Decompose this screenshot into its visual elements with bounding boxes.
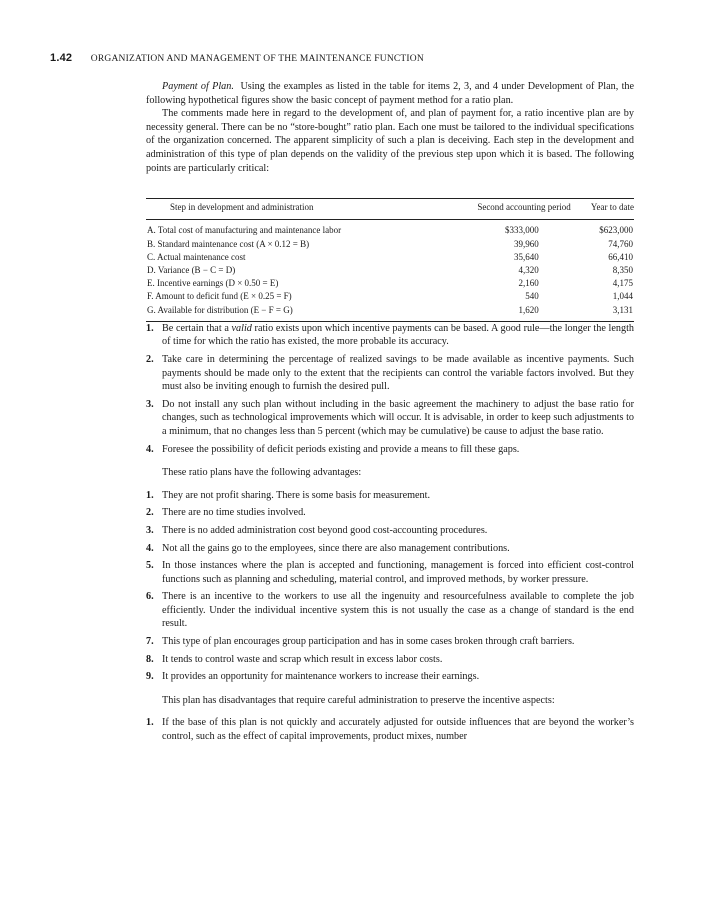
list-text: ratio exists upon which incentive payments can be based. A good rule—the longer the length of time for which the ratio has existed, the more probable its accuracy. <box>162 322 634 348</box>
list-text: Be certain that a <box>162 322 232 334</box>
table-row <box>146 251 634 264</box>
table-cell: 1,620 <box>434 304 571 322</box>
table-cell: 2,160 <box>518 278 539 289</box>
payment-table <box>146 198 634 322</box>
running-header <box>50 52 678 64</box>
list-text: It tends to control waste and scrap which result in excess labor costs. <box>162 653 443 665</box>
list-text: There is an incentive to the workers to use all the ingenuity and resourcefulness available to complete the job efficiently. Under the individual incentive system this is not usually the case as a change of standard is the end result. <box>162 591 634 630</box>
table-cell: 1,044 <box>612 291 633 302</box>
table-cell: 8,350 <box>612 264 633 275</box>
list-text: valid <box>231 322 252 334</box>
list-item <box>146 635 634 649</box>
running-title: ORGANIZATION AND MANAGEMENT OF THE MAINTENANCE FUNCTION <box>90 54 424 64</box>
table-row <box>146 264 634 277</box>
table-cell: D. Variance (B − C = D) <box>147 264 236 275</box>
comments-paragraph: The comments made here in regard to the development of, and plan of payment for, a ratio incentive plan are by necessity general. There can be no “store-bought” ratio plan. Each one must be tailored to the individual specifications of the organization concerned. The apparent simplicity of such a plan is deceiving. Each step in the development and administration of this type of plan depends on the validity of the previous step upon which it is based. The following points are particularly critical: <box>146 108 634 174</box>
list-item <box>146 524 634 538</box>
table-header: Year to date <box>571 199 634 220</box>
table-header-row <box>146 199 634 220</box>
list-number: 1. <box>146 717 154 729</box>
table-cell: 74,760 <box>608 238 633 249</box>
list-item <box>146 353 634 394</box>
page-number: 1.42 <box>50 52 73 64</box>
advantages-list <box>146 489 634 684</box>
list-text: Take care in determining the percentage of realized savings to be made available as incentive payments. Such payments should be made only to the extent that the recipients can control the variable factors involved. But they must also be inviting enough to furnish the desired pull. <box>162 353 634 393</box>
table-cell: 66,410 <box>608 251 633 262</box>
list-text: Do not install any such plan without including in the basic agreement the machinery to adjust the base ratio for changes, such as technological improvements which will occur. It is advisable, in order to keep such adjustments to a minimum, that no changes less than 5 percent (which may be cumulative) be cause to adjust the base ratio. <box>162 398 634 437</box>
list-text: It provides an opportunity for maintenance workers to increase their earnings. <box>162 671 480 683</box>
table-cell: 540 <box>525 291 539 302</box>
list-text: Foresee the possibility of deficit periods existing and provide a means to fill these gaps. <box>162 443 520 455</box>
list-number: 1. <box>146 322 154 334</box>
table-cell: $333,000 <box>505 225 539 236</box>
list-number: 3. <box>146 524 154 536</box>
table-row <box>146 304 634 322</box>
table-cell: 4,320 <box>518 264 539 275</box>
list-number: 8. <box>146 653 154 665</box>
table-cell: G. Available for distribution (E − F = G) <box>146 304 434 322</box>
table-cell: B. Standard maintenance cost (A × 0.12 = B) <box>147 238 310 249</box>
list-text: Not all the gains go to the employees, since there are also management contributions. <box>162 542 510 554</box>
list-number: 3. <box>146 398 154 410</box>
list-text: This type of plan encourages group participation and has in some cases broken through craft barriers. <box>162 636 575 648</box>
list-item <box>146 559 634 586</box>
list-text: They are not profit sharing. There is some basis for measurement. <box>162 489 431 501</box>
list-text: There are no time studies involved. <box>162 507 306 519</box>
table-cell: $623,000 <box>599 225 633 236</box>
list-text: In those instances where the plan is accepted and functioning, management is forced into efficient cost-control functions such as planning and scheduling, material control, and improved methods, by worker pressure. <box>162 560 634 585</box>
table-cell: 35,640 <box>514 251 539 262</box>
table-row <box>146 220 634 238</box>
list-item <box>146 716 634 743</box>
table-row <box>146 290 634 303</box>
list-number: 6. <box>146 591 154 603</box>
list-number: 4. <box>146 542 154 554</box>
list-item <box>146 653 634 667</box>
critical-points-list <box>146 322 634 456</box>
list-item <box>146 670 634 684</box>
list-number: 1. <box>146 489 154 501</box>
table-cell: A. Total cost of manufacturing and maintenance labor <box>147 225 342 236</box>
list-item <box>146 322 634 349</box>
table-cell: E. Incentive earnings (D × 0.50 = E) <box>147 278 279 289</box>
list-text: There is no added administration cost beyond good cost-accounting procedures. <box>162 524 488 536</box>
list-number: 4. <box>146 443 154 455</box>
list-item <box>146 398 634 439</box>
list-number: 2. <box>146 507 154 519</box>
section-lead: Payment of Plan. <box>162 81 234 92</box>
table-cell: C. Actual maintenance cost <box>147 251 246 262</box>
disadvantages-intro: This plan has disadvantages that require careful administration to preserve the incentive aspects: <box>162 694 555 706</box>
list-item <box>146 506 634 520</box>
table-cell: F. Amount to deficit fund (E × 0.25 = F) <box>147 291 292 302</box>
advantages-intro: These ratio plans have the following advantages: <box>162 467 362 479</box>
list-item <box>146 443 634 457</box>
table-row <box>146 238 634 251</box>
table-cell: 39,960 <box>514 238 539 249</box>
list-number: 7. <box>146 636 154 648</box>
list-number: 5. <box>146 560 154 572</box>
table-row <box>146 277 634 290</box>
list-item <box>146 489 634 503</box>
table-header: Second accounting period <box>434 199 571 220</box>
page-body <box>146 80 634 748</box>
list-text: If the base of this plan is not quickly and accurately adjusted for outside influences that are beyond the worker’s control, such as the effect of capital improvements, product mixes, number <box>162 717 634 743</box>
table-cell: 3,131 <box>571 304 634 322</box>
table-cell: 4,175 <box>612 278 633 289</box>
list-item <box>146 542 634 556</box>
list-number: 2. <box>146 353 154 365</box>
disadvantages-list <box>146 716 634 743</box>
list-number: 9. <box>146 671 154 683</box>
table-header: Step in development and administration <box>146 199 434 220</box>
list-item <box>146 590 634 631</box>
intro-paragraph: Payment of Plan. Using the examples as listed in the table for items 2, 3, and 4 under Development of Plan, the following hypothetical figures show the basic concept of payment method for a ratio plan. <box>146 81 635 106</box>
